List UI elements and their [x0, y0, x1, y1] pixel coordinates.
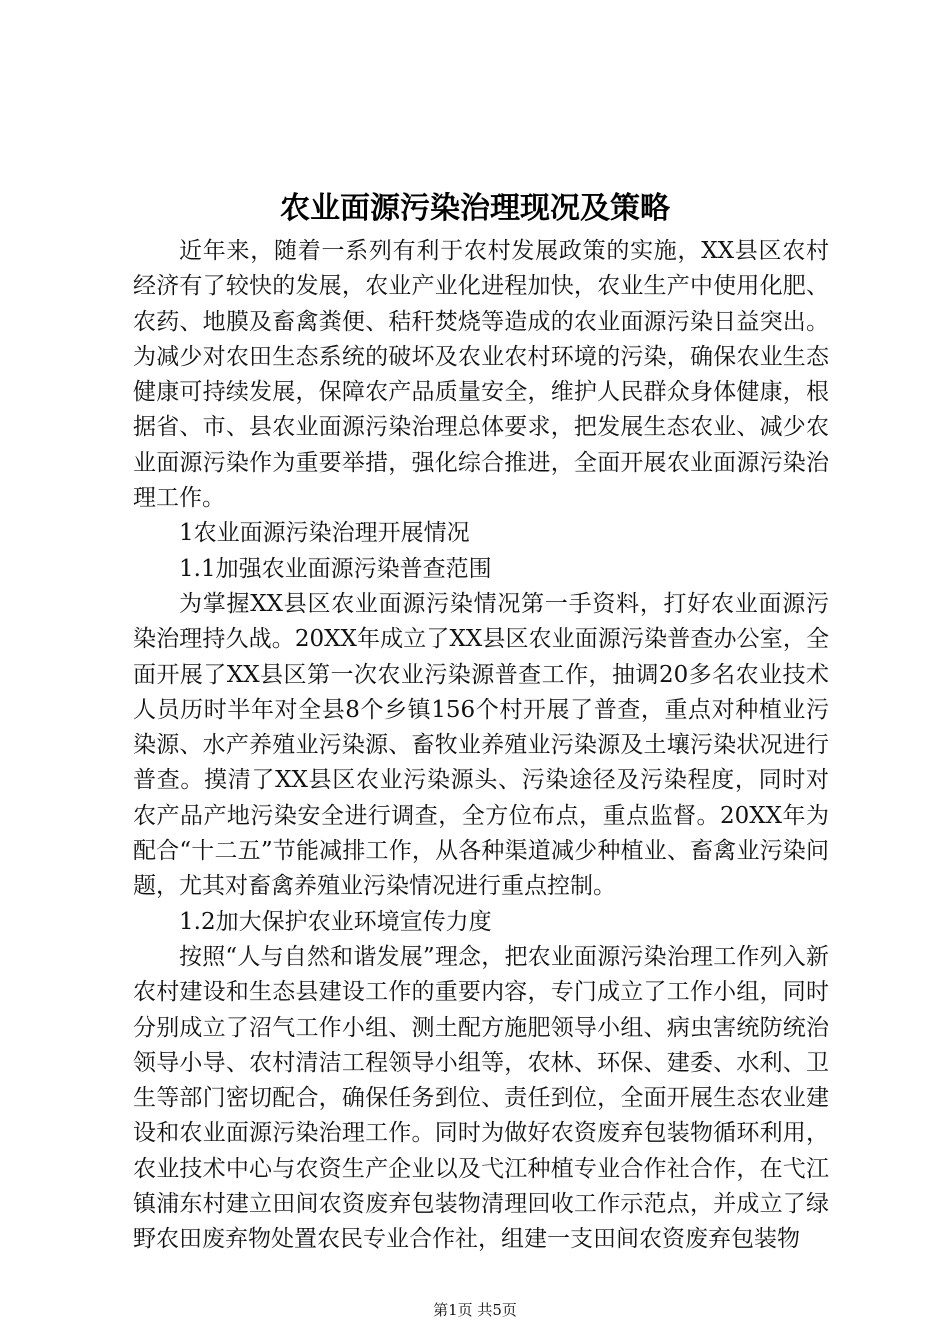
- paragraph-survey: 为掌握XX县区农业面源污染情况第一手资料，打好农业面源污染治理持久战。20XX年成立了XX县区农业面源污染普查办公室，全面开展了XX县区第一次农业污染源普查工作，抽调20多名农业技术人员历时半年对全县8个乡镇156个村开展了普查，重点对种植业污染源、水产养殖业污染源、畜牧业养殖业污染源及土壤污染状况进行普查。摸清了XX县区农业污染源头、污染途径及污染程度，同时对农产品产地污染安全进行调查，全方位布点，重点监督。20XX年为配合“十二五”节能减排工作，从各种渠道减少种植业、畜禽业污染问题，尤其对畜禽养殖业污染情况进行重点控制。: [133, 590, 829, 900]
- document-title: 农业面源污染治理现况及策略: [280, 191, 670, 226]
- subsection-heading-1-1: 1.1加强农业面源污染普查范围: [179, 555, 492, 582]
- paragraph-intro: 近年来，随着一系列有利于农村发展政策的实施，XX县区农村经济有了较快的发展，农业产业化进程加快，农业生产中使用化肥、农药、地膜及畜禽粪便、秸秆焚烧等造成的农业面源污染日益突出。为减少对农田生态系统的破坏及农业农村环境的污染，确保农业生态健康可持续发展，保障农产品质量安全，维护人民群众身体健康，根据省、市、县农业面源污染治理总体要求，把发展生态农业、减少农业面源污染作为重要举措，强化综合推进，全面开展农业面源污染治理工作。: [133, 238, 829, 512]
- paragraph-publicity: 按照“人与自然和谐发展”理念，把农业面源污染治理工作列入新农村建设和生态县建设工作的重要内容，专门成立了工作小组，同时分别成立了沼气工作小组、测土配方施肥领导小组、病虫害统防统治领导小导、农村清洁工程领导小组等，农林、环保、建委、水利、卫生等部门密切配合，确保任务到位、责任到位，全面开展生态农业建设和农业面源污染治理工作。同时为做好农资废弃包装物循环利用，农业技术中心与农资生产企业以及弋江种植专业合作社合作，在弋江镇浦东村建立田间农资废弃包装物清理回收工作示范点，并成立了绿野农田废弃物处置农民专业合作社，组建一支田间农资废弃包装物: [133, 943, 829, 1253]
- subsection-heading-1-2: 1.2加大保护农业环境宣传力度: [179, 908, 492, 935]
- section-heading-1: 1农业面源污染治理开展情况: [179, 520, 470, 547]
- page-number-footer: 第1页 共5页: [433, 1301, 517, 1319]
- document-body: [133, 234, 829, 1258]
